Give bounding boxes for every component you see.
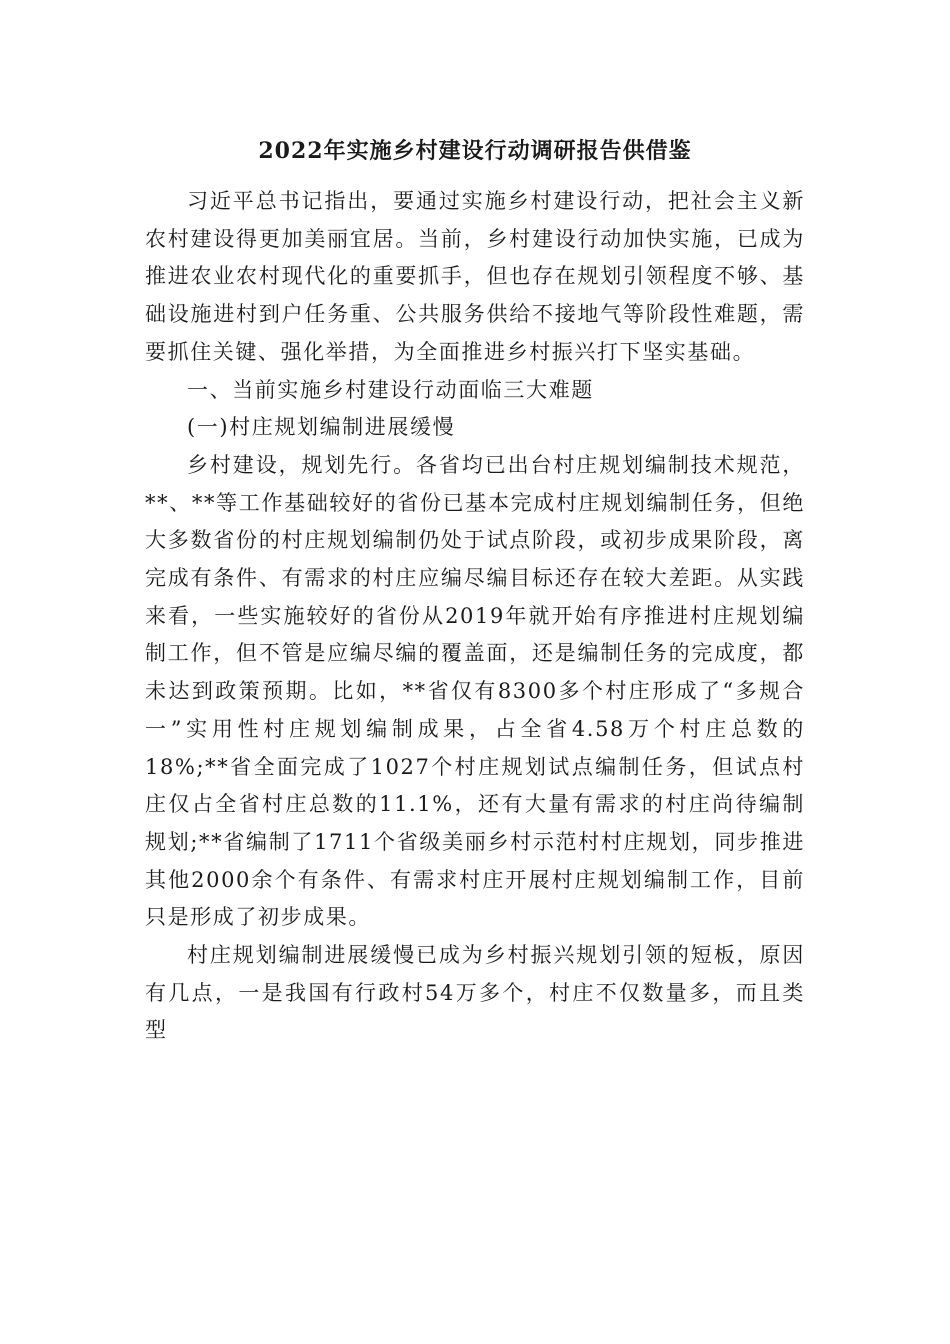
subsection-heading-1: (一)村庄规划编制进展缓慢	[187, 415, 456, 440]
paragraph-intro: 习近平总书记指出，要通过实施乡村建设行动，把社会主义新农村建设得更加美丽宜居。当前，乡村建设行动加快实施，已成为推进农业农村现代化的重要抓手，但也存在规划引领程度不够、基础设施进村到户任务重、公共服务供给不接地气等阶段性难题，需要抓住关键、强化举措，为全面推进乡村振兴打下坚实基础。	[145, 189, 805, 364]
document-title: 2022年实施乡村建设行动调研报告供借鉴	[258, 138, 692, 164]
document-body	[145, 183, 805, 1050]
paragraph-causes: 村庄规划编制进展缓慢已成为乡村振兴规划引领的短板，原因有几点，一是我国有行政村54万多个，村庄不仅数量多，而且类型	[145, 943, 805, 1043]
section-heading-1: 一、当前实施乡村建设行动面临三大难题	[187, 377, 594, 402]
paragraph-planning: 乡村建设，规划先行。各省均已出台村庄规划编制技术规范，**、**等工作基础较好的省份已基本完成村庄规划编制任务，但绝大多数省份的村庄规划编制仍处于试点阶段，或初步成果阶段，离完成有条件、有需求的村庄应编尽编目标还存在较大差距。从实践来看，一些实施较好的省份从2019年就开始有序推进村庄规划编制工作，但不管是应编尽编的覆盖面，还是编制任务的完成度，都未达到政策预期。比如，**省仅有8300多个村庄形成了“多规合一”实用性村庄规划编制成果，占全省4.58万个村庄总数的18%;**省全面完成了1027个村庄规划试点编制任务，但试点村庄仅占全省村庄总数的11.1%，还有大量有需求的村庄尚待编制规划;**省编制了1711个省级美丽乡村示范村村庄规划，同步推进其他2000余个有条件、有需求村庄开展村庄规划编制工作，目前只是形成了初步成果。	[145, 452, 805, 930]
